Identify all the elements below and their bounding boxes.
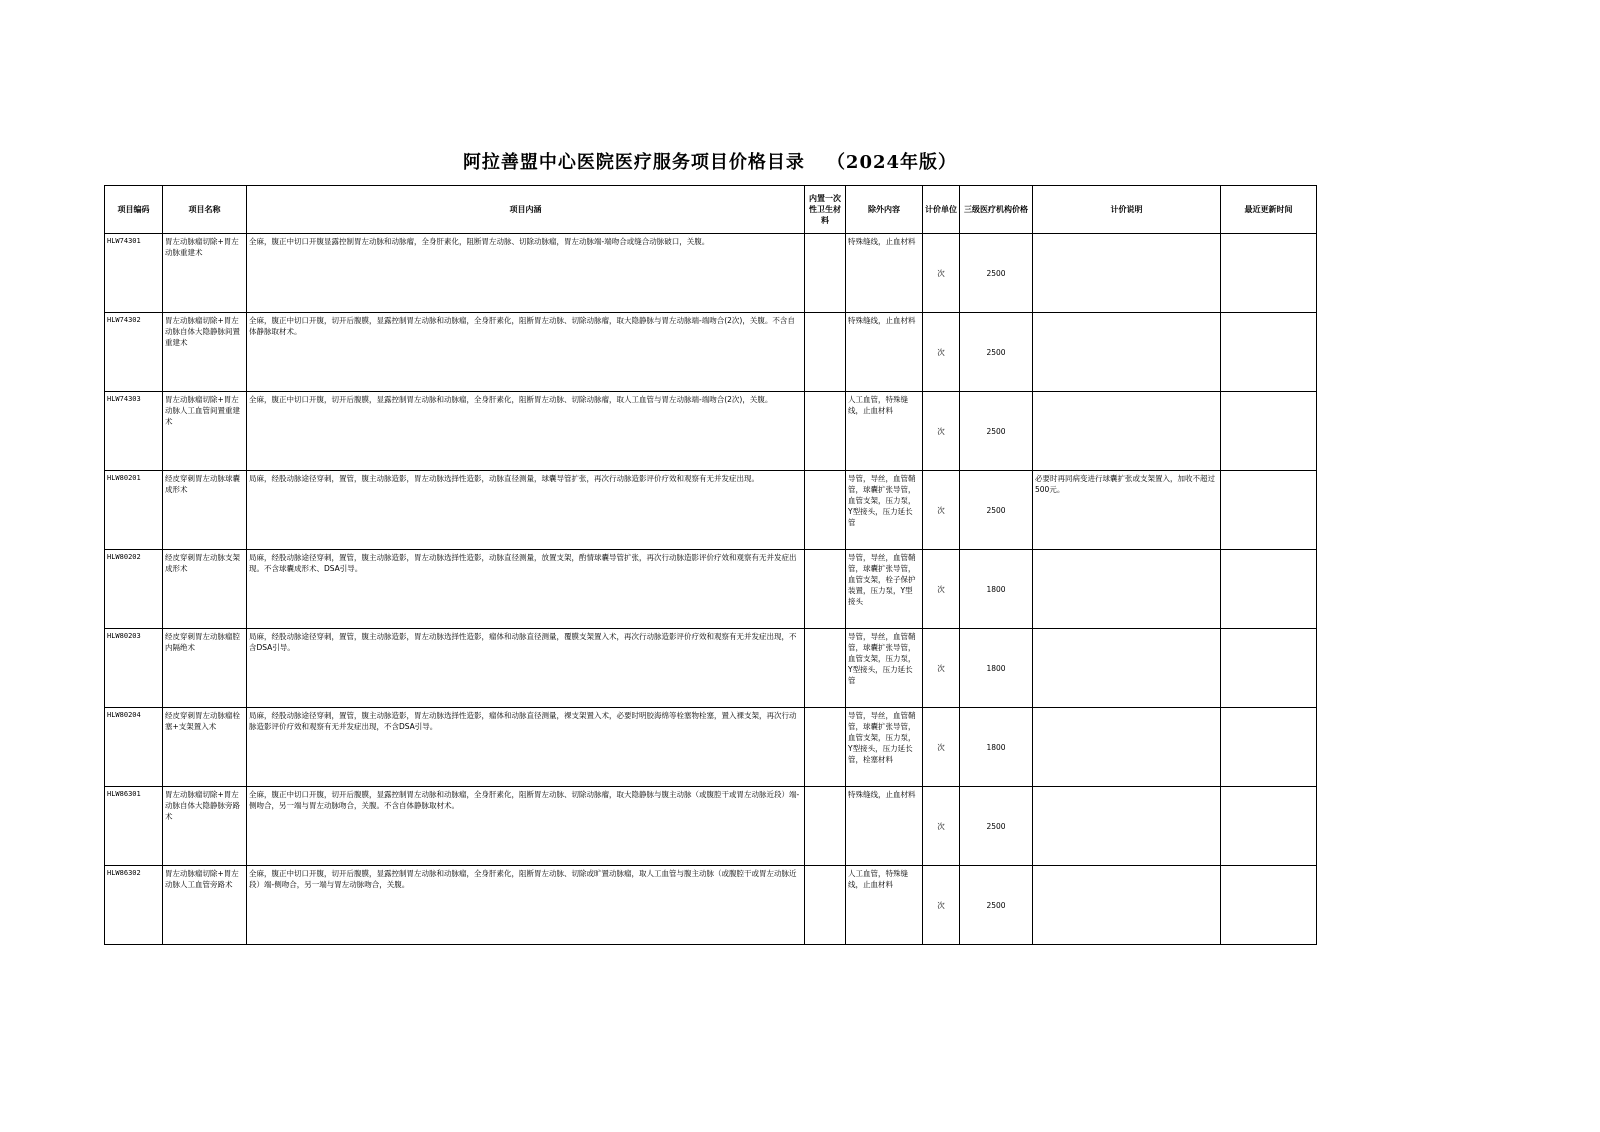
cell-builtin — [805, 866, 846, 945]
table-row — [105, 866, 1317, 945]
cell-unit: 次 — [923, 234, 960, 313]
table-row — [105, 471, 1317, 550]
cell-note — [1033, 629, 1221, 708]
cell-updated — [1221, 866, 1317, 945]
cell-price: 1800 — [960, 629, 1033, 708]
cell-updated — [1221, 392, 1317, 471]
header-price: 三级医疗机构价格 — [960, 186, 1033, 234]
cell-unit: 次 — [923, 392, 960, 471]
header-code: 项目编码 — [105, 186, 163, 234]
cell-note — [1033, 550, 1221, 629]
cell-builtin — [805, 313, 846, 392]
table-row — [105, 234, 1317, 313]
cell-name: 经皮穿刺胃左动脉支架成形术 — [163, 550, 247, 629]
cell-unit: 次 — [923, 629, 960, 708]
title-edition: （2024年版） — [826, 152, 958, 173]
cell-updated — [1221, 629, 1317, 708]
cell-note — [1033, 392, 1221, 471]
table-row — [105, 392, 1317, 471]
cell-name: 胃左动脉瘤切除+胃左动脉人工血管旁路术 — [163, 866, 247, 945]
cell-builtin — [805, 392, 846, 471]
cell-content: 局麻，经股动脉途径穿刺，置管，腹主动脉造影，胃左动脉选择性造影，瘤体和动脉直径测量，裸支架置入术，必要时明胶海绵等栓塞物栓塞，置入裸支架，再次行动脉造影评价疗效和观察有无并发症出现，不含DSA引导。 — [247, 708, 805, 787]
document-title — [104, 148, 1316, 174]
cell-name: 经皮穿刺胃左动脉球囊成形术 — [163, 471, 247, 550]
cell-builtin — [805, 471, 846, 550]
cell-note — [1033, 708, 1221, 787]
cell-note — [1033, 234, 1221, 313]
cell-name: 胃左动脉瘤切除+胃左动脉重建术 — [163, 234, 247, 313]
cell-updated — [1221, 550, 1317, 629]
cell-unit: 次 — [923, 708, 960, 787]
table-row — [105, 708, 1317, 787]
cell-content: 局麻，经股动脉途径穿刺，置管，腹主动脉造影，胃左动脉选择性造影，动脉直径测量，球囊导管扩张，再次行动脉造影评价疗效和观察有无并发症出现。 — [247, 471, 805, 550]
header-note: 计价说明 — [1033, 186, 1221, 234]
cell-builtin — [805, 550, 846, 629]
cell-excluded: 导管，导丝，血管鞘管，球囊扩张导管，血管支架，栓子保护装置，压力泵，Y型接头 — [846, 550, 923, 629]
cell-price: 1800 — [960, 550, 1033, 629]
cell-excluded: 人工血管，特殊缝线，止血材料 — [846, 866, 923, 945]
header-name: 项目名称 — [163, 186, 247, 234]
price-table — [104, 185, 1317, 945]
table-row — [105, 629, 1317, 708]
cell-note — [1033, 313, 1221, 392]
header-unit: 计价单位 — [923, 186, 960, 234]
cell-unit: 次 — [923, 787, 960, 866]
table-row — [105, 313, 1317, 392]
cell-builtin — [805, 629, 846, 708]
cell-content: 全麻，腹正中切口开腹显露控制胃左动脉和动脉瘤，全身肝素化，阻断胃左动脉、切除动脉瘤，胃左动脉端-端吻合或缝合动脉破口，关腹。 — [247, 234, 805, 313]
cell-price: 2500 — [960, 313, 1033, 392]
cell-excluded: 导管，导丝，血管鞘管，球囊扩张导管，血管支架，压力泵，Y型接头，压力延长管 — [846, 629, 923, 708]
cell-builtin — [805, 234, 846, 313]
cell-note — [1033, 787, 1221, 866]
cell-excluded: 特殊缝线，止血材料 — [846, 234, 923, 313]
cell-code: HLW86302 — [105, 866, 163, 945]
cell-name: 胃左动脉瘤切除+胃左动脉自体大隐静脉间置重建术 — [163, 313, 247, 392]
cell-unit: 次 — [923, 471, 960, 550]
cell-excluded: 特殊缝线，止血材料 — [846, 313, 923, 392]
cell-code: HLW80202 — [105, 550, 163, 629]
cell-builtin — [805, 708, 846, 787]
cell-price: 1800 — [960, 708, 1033, 787]
cell-code: HLW74303 — [105, 392, 163, 471]
cell-updated — [1221, 313, 1317, 392]
cell-updated — [1221, 471, 1317, 550]
cell-excluded: 导管，导丝，血管鞘管，球囊扩张导管，血管支架，压力泵，Y型接头，压力延长管，栓塞材料 — [846, 708, 923, 787]
cell-price: 2500 — [960, 234, 1033, 313]
cell-price: 2500 — [960, 471, 1033, 550]
cell-name: 经皮穿刺胃左动脉瘤栓塞+支架置入术 — [163, 708, 247, 787]
cell-code: HLW80204 — [105, 708, 163, 787]
table-row — [105, 550, 1317, 629]
cell-excluded: 导管，导丝，血管鞘管，球囊扩张导管，血管支架，压力泵，Y型接头，压力延长管 — [846, 471, 923, 550]
cell-content: 全麻，腹正中切口开腹，切开后腹膜，显露控制胃左动脉和动脉瘤，全身肝素化，阻断胃左动脉、切除动脉瘤，取大隐静脉与胃左动脉端-端吻合(2次)，关腹。不含自体静脉取材术。 — [247, 313, 805, 392]
table-header-row — [105, 186, 1317, 234]
cell-content: 局麻，经股动脉途径穿刺，置管，腹主动脉造影，胃左动脉选择性造影，动脉直径测量，放置支架，酌情球囊导管扩张，再次行动脉造影评价疗效和观察有无并发症出现。不含球囊成形术、DSA引导。 — [247, 550, 805, 629]
cell-name: 经皮穿刺胃左动脉瘤腔内隔绝术 — [163, 629, 247, 708]
cell-price: 2500 — [960, 866, 1033, 945]
cell-price: 2500 — [960, 787, 1033, 866]
header-content: 项目内涵 — [247, 186, 805, 234]
cell-code: HLW74302 — [105, 313, 163, 392]
cell-note — [1033, 866, 1221, 945]
table-row — [105, 787, 1317, 866]
cell-unit: 次 — [923, 866, 960, 945]
cell-note: 必要时再同病变进行球囊扩张或支架置入，加收不超过500元。 — [1033, 471, 1221, 550]
cell-unit: 次 — [923, 313, 960, 392]
cell-content: 全麻，腹正中切口开腹，切开后腹膜，显露控制胃左动脉和动脉瘤，全身肝素化，阻断胃左动脉、切除动脉瘤，取大隐静脉与腹主动脉（或腹腔干或胃左动脉近段）端-侧吻合，另一端与胃左动脉吻合，关腹。不含自体静脉取材术。 — [247, 787, 805, 866]
cell-content: 全麻，腹正中切口开腹，切开后腹膜，显露控制胃左动脉和动脉瘤，全身肝素化，阻断胃左动脉、切除动脉瘤，取人工血管与胃左动脉端-端吻合(2次)，关腹。 — [247, 392, 805, 471]
cell-updated — [1221, 708, 1317, 787]
cell-name: 胃左动脉瘤切除+胃左动脉人工血管间置重建术 — [163, 392, 247, 471]
cell-code: HLW80201 — [105, 471, 163, 550]
header-builtin-materials: 内置一次性卫生材料 — [805, 186, 846, 234]
cell-name: 胃左动脉瘤切除+胃左动脉自体大隐静脉旁路术 — [163, 787, 247, 866]
header-excluded: 除外内容 — [846, 186, 923, 234]
cell-content: 局麻，经股动脉途径穿刺，置管，腹主动脉造影，胃左动脉选择性造影，瘤体和动脉直径测量，覆膜支架置入术，再次行动脉造影评价疗效和观察有无并发症出现，不含DSA引导。 — [247, 629, 805, 708]
cell-excluded: 人工血管，特殊缝线，止血材料 — [846, 392, 923, 471]
cell-builtin — [805, 787, 846, 866]
cell-updated — [1221, 787, 1317, 866]
cell-code: HLW86301 — [105, 787, 163, 866]
title-text: 阿拉善盟中心医院医疗服务项目价格目录 — [462, 152, 805, 173]
cell-code: HLW80203 — [105, 629, 163, 708]
cell-unit: 次 — [923, 550, 960, 629]
header-updated: 最近更新时间 — [1221, 186, 1317, 234]
cell-updated — [1221, 234, 1317, 313]
cell-content: 全麻，腹正中切口开腹，切开后腹膜，显露控制胃左动脉和动脉瘤，全身肝素化，阻断胃左动脉、切除或旷置动脉瘤，取人工血管与腹主动脉（或腹腔干或胃左动脉近段）端-侧吻合，另一端与胃左动脉吻合，关腹。 — [247, 866, 805, 945]
cell-excluded: 特殊缝线，止血材料 — [846, 787, 923, 866]
cell-code: HLW74301 — [105, 234, 163, 313]
cell-price: 2500 — [960, 392, 1033, 471]
